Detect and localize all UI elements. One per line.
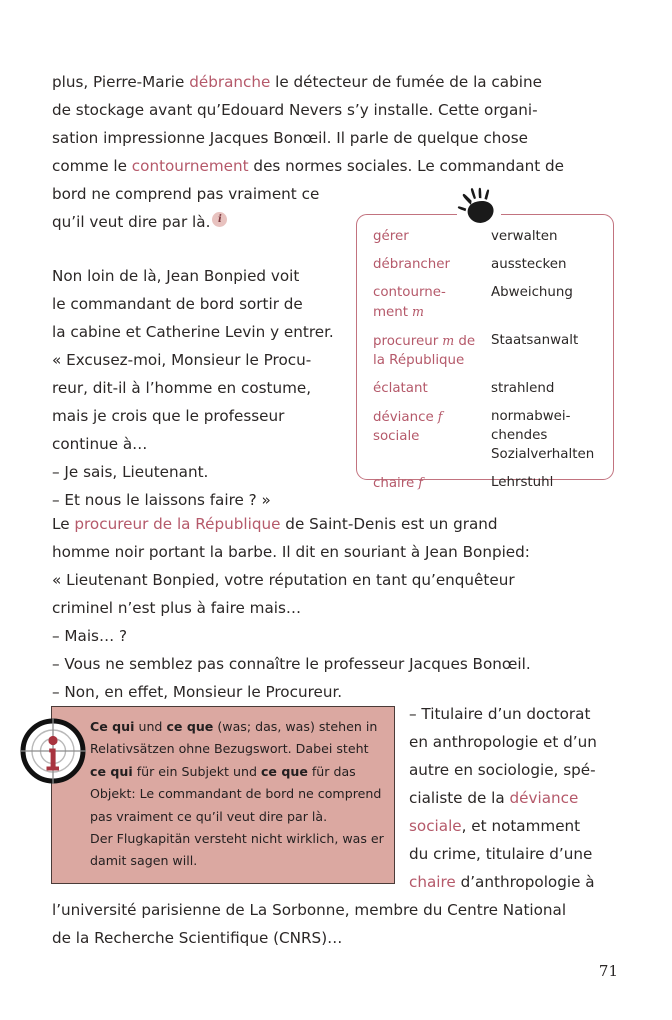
text-run: – Et nous le laissons faire ? » [52,491,271,509]
accent-term: chaire [409,873,456,891]
vocabulary-box [356,214,614,491]
text-line [52,510,618,538]
paragraph-intro [52,68,618,236]
accent-term: sociale [409,817,462,835]
text-line [52,68,618,96]
bold-term: ce que [166,719,214,734]
vocabulary-term-fr: chaire f [373,475,423,491]
text-line [52,346,346,374]
text-run: « Excusez-moi, Monsieur le Procu- [52,351,312,369]
page-number: 71 [598,962,618,980]
text-run: pas vraiment ce qu’il veut dire par là. [90,808,328,824]
text-run: continue à… [52,435,148,453]
text-line [52,430,346,458]
text-run: « Lieutenant Bonpied, votre réputation en tant qu’enquêteur [52,571,515,589]
grammar-info-text [90,716,384,873]
vocabulary-term-fr: débrancher [373,257,451,272]
text-run: mais je crois que le professeur [52,407,285,425]
text-line [409,840,618,868]
text-line [52,896,618,924]
text-line [90,828,384,850]
text-run: des normes sociales. Le commandant de [248,157,565,175]
text-run: comme le [52,157,132,175]
text-line [409,756,618,784]
text-line [52,924,618,952]
text-run: reur, dit-il à l’homme en costume, [52,379,312,397]
text-line [90,850,384,872]
text-line [90,738,384,760]
vocabulary-row [373,379,603,398]
text-run: – Titulaire d’un doctorat [409,705,591,723]
vocabulary-term-fr: procureur m de la République [373,333,476,368]
bold-term: ce que [260,763,308,779]
text-run: de Saint-Denis est un grand [280,515,498,533]
accent-term: contournement [131,157,249,175]
text-run: cialiste de la [409,789,510,807]
text-run: criminel n’est plus à faire mais… [52,599,302,617]
vocabulary-row [373,473,603,493]
text-run: de la Recherche Scientifique (CNRS)… [52,929,343,947]
text-line [409,700,618,728]
text-run: autre en sociologie, spé- [409,761,596,779]
vocabulary-term-de: verwalten [491,229,558,244]
gender-marker: f [414,475,423,490]
text-line [52,650,618,678]
text-run: bord ne comprend pas vraiment ce [52,185,320,203]
vocabulary-term-de: ausstecken [491,257,567,272]
text-run: le détecteur de fumée de la cabine [270,73,542,91]
text-run: qu’il veut dire par là. [52,213,211,231]
text-run: sation impressionne Jacques Bonœil. Il parle de quelque chose [52,129,528,147]
vocabulary-row [373,407,603,464]
text-line [52,402,346,430]
vocabulary-list [373,227,603,502]
accent-term: débranche [189,73,271,91]
text-line [90,716,384,738]
grammar-info-box [51,706,395,884]
text-line [52,152,618,180]
vocabulary-term-fr: déviance f sociale [373,409,443,444]
vocabulary-term-de: normabwei- chendes Sozialverhalten [491,409,595,462]
text-run: Relativsätzen ohne Bezugswort. Dabei steht [90,741,369,757]
paragraph-right-column [409,700,618,896]
vocabulary-term-de: Abweichung [491,285,573,300]
text-run: für das [307,763,356,779]
vocabulary-term-de: strahlend [491,381,555,396]
paragraph-closing [52,896,618,952]
vocabulary-row [373,331,603,370]
text-run: plus, Pierre-Marie [52,73,190,91]
text-line [409,812,618,840]
vocabulary-term-fr: éclatant [373,381,428,396]
vocabulary-row [373,255,603,274]
text-run: damit sagen will. [90,853,198,869]
vocabulary-term-fr: contourne- ment m [373,285,446,320]
text-run: – Vous ne semblez pas connaître le professeur Jacques Bonœil. [52,655,531,673]
text-run: homme noir portant la barbe. Il dit en souriant à Jean Bonpied: [52,543,530,561]
text-run: Objekt: Le commandant de bord ne comprend [90,786,382,802]
text-run: Le [52,515,75,533]
text-run: , et notamment [461,817,581,835]
text-line [52,594,618,622]
accent-term: procureur de la République [74,515,281,533]
text-line [52,290,346,318]
text-line [90,783,384,805]
gender-marker: m [408,304,424,319]
text-run: und [134,719,167,734]
text-line [90,761,384,783]
gender-marker: m [438,333,455,348]
text-line [409,784,618,812]
text-run: – Mais… ? [52,627,128,645]
text-run: de stockage avant qu’Edouard Nevers s’y installe. Cette organi- [52,101,538,119]
text-run: l’université parisienne de La Sorbonne, membre du Centre National [52,901,567,919]
paragraph-column [52,262,346,514]
text-run: Non loin de là, Jean Bonpied voit [52,267,300,285]
text-line [52,262,346,290]
text-line [52,318,346,346]
text-run: d’anthropologie à [455,873,595,891]
text-run: Der Flugkapitän versteht nicht wirklich, was er [90,831,384,847]
text-line [52,622,618,650]
text-run: – Non, en effet, Monsieur le Procureur. [52,683,343,701]
vocabulary-term-de: Staatsanwalt [491,333,579,348]
text-run: le commandant de bord sortir de [52,295,303,313]
vocabulary-term-fr: gérer [373,229,409,244]
text-run: – Je sais, Lieutenant. [52,463,209,481]
text-run: du crime, titulaire d’une [409,845,593,863]
vocabulary-row [373,227,603,246]
paragraph-dialogue [52,510,618,706]
text-line [52,124,618,152]
text-line [52,538,618,566]
text-line [90,806,384,828]
text-line [409,728,618,756]
text-line [52,180,618,208]
clapping-hand-icon [457,187,503,227]
text-line [52,96,618,124]
text-run: (was; das, was) stehen in [213,719,378,734]
text-line [52,374,346,402]
text-line [409,868,618,896]
vocabulary-term-de: Lehrstuhl [491,475,554,490]
text-line [52,566,618,594]
text-run: en anthropologie et d’un [409,733,597,751]
info-target-icon [19,717,87,785]
text-run: la cabine et Catherine Levin y entrer. [52,323,334,341]
bold-term: Ce qui [90,719,135,734]
text-line [52,458,346,486]
gender-marker: f [433,409,443,424]
vocabulary-row [373,283,603,322]
bold-term: ce qui [90,763,133,779]
accent-term: déviance [509,789,579,807]
text-run: für ein Subjekt und [132,763,261,779]
info-marker-icon[interactable]: i [212,212,227,227]
